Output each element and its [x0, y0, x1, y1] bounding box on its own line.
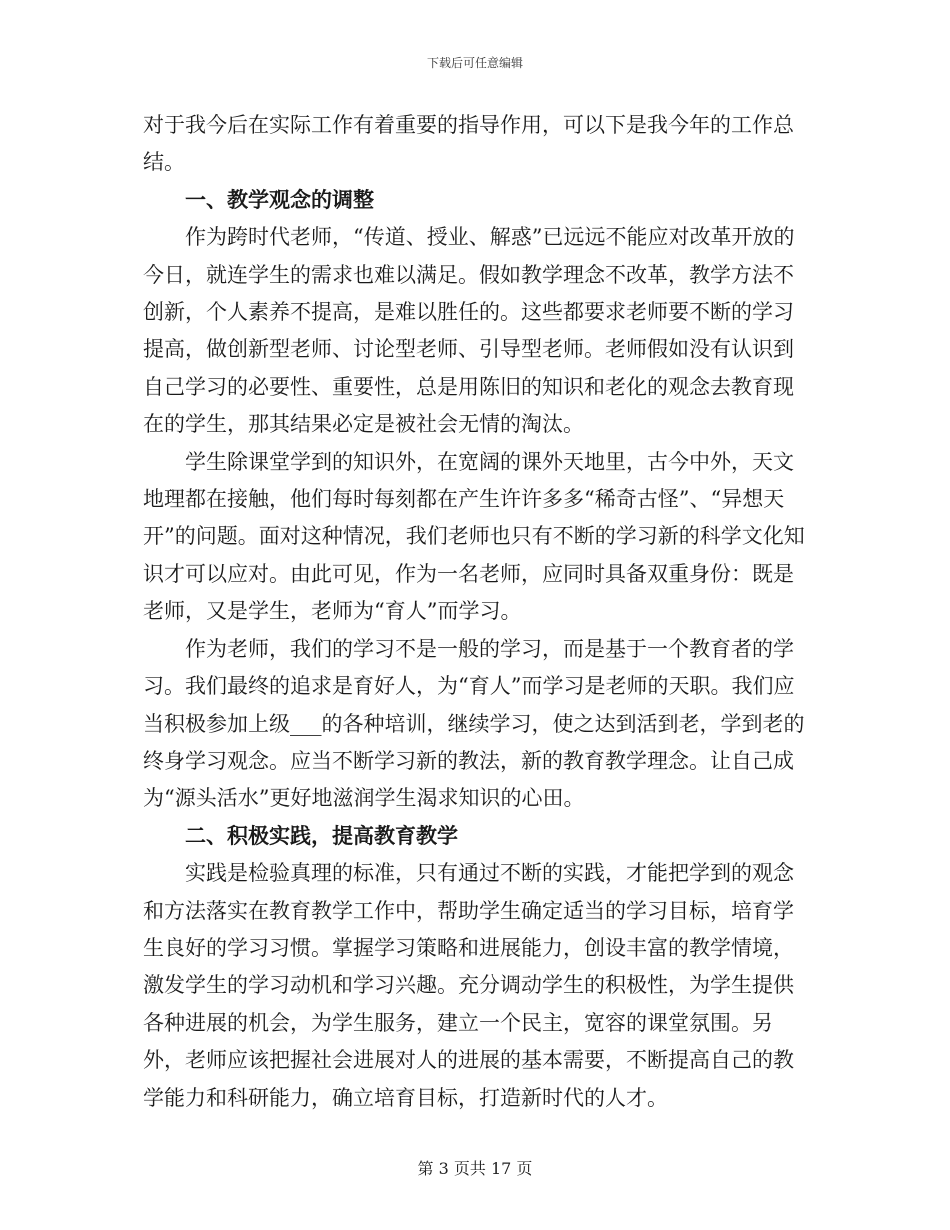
section-1-heading: 一、教学观念的调整 — [185, 187, 374, 212]
document-body — [143, 107, 809, 1117]
page-header: 下载后可任意编辑 — [426, 56, 523, 70]
page-footer: 第 3 页共 17 页 — [417, 1159, 533, 1178]
section-1-paragraph-2: 学生除课堂学到的知识外，在宽阔的课外天地里，古今中外，天文地理都在接触，他们每时每刻都在产生许许多多“稀奇古怪”、“异想天开”的问题。面对这种情况，我们老师也只有不断的学习新的科学文化知识才可以应对。由此可见，作为一名老师，应同时具备双重身份：既是老师，又是学生，老师为“育人”而学习。 — [143, 449, 805, 624]
section-1-paragraph-3: 作为老师，我们的学习不是一般的学习，而是基于一个教育者的学习。我们最终的追求是育好人，为“育人”而学习是老师的天职。我们应当积极参加上级___的各种培训，继续学习，使之达到活到老，学到老的终身学习观念。应当不断学习新的教法，新的教育教学理念。让自己成为“源头活水”更好地滋润学生渴求知识的心田。 — [143, 636, 805, 811]
intro-paragraph: 对于我今后在实际工作有着重要的指导作用，可以下是我今年的工作总结。 — [143, 113, 794, 175]
section-2-heading: 二、积极实践，提高教育教学 — [185, 823, 458, 848]
section-2-paragraph-1: 实践是检验真理的标准，只有通过不断的实践，才能把学到的观念和方法落实在教育教学工作中，帮助学生确定适当的学习目标，培育学生良好的学习习惯。掌握学习策略和进展能力，创设丰富的教学情境，激发学生的学习动机和学习兴趣。充分调动学生的积极性，为学生提供各种进展的机会，为学生服务，建立一个民主，宽容的课堂氛围。另外，老师应该把握社会进展对人的进展的基本需要，不断提高自己的教学能力和科研能力，确立培育目标，打造新时代的人才。 — [143, 861, 794, 1110]
section-1-paragraph-1: 作为跨时代老师，“传道、授业、解惑”已远远不能应对改革开放的今日，就连学生的需求也难以满足。假如教学理念不改革，教学方法不创新，个人素养不提高，是难以胜任的。这些都要求老师要不断的学习提高，做创新型老师、讨论型老师、引导型老师。老师假如没有认识到自己学习的必要性、重要性，总是用陈旧的知识和老化的观念去教育现在的学生，那其结果必定是被社会无情的淘汰。 — [143, 225, 795, 437]
